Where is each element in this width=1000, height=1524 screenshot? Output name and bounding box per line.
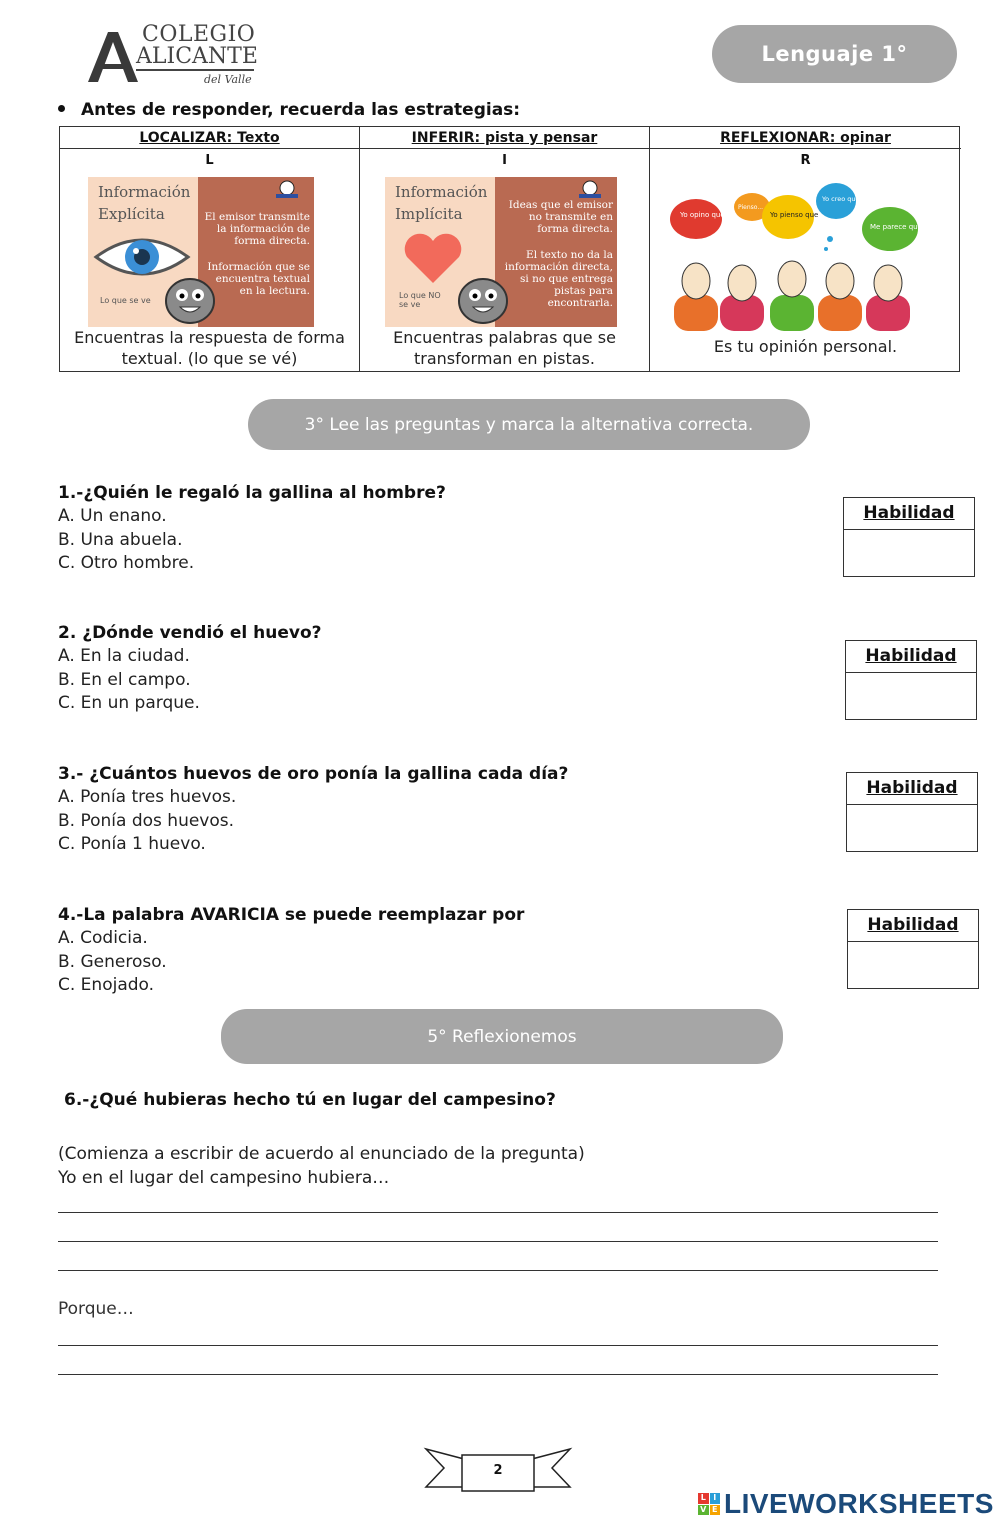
card-text-2: Información que se encuentra textual en la lectura.: [207, 261, 310, 297]
section-3-banner: 3° Lee las preguntas y marca la alternativa correcta.: [248, 399, 810, 450]
strategy-letter: L: [205, 153, 214, 168]
question-2: [58, 622, 818, 716]
implicit-info-card: [385, 177, 617, 327]
question-title: 1.-¿Quién le regaló la gallina al hombre?: [58, 483, 446, 503]
answer-line[interactable]: [58, 1212, 938, 1213]
option-a[interactable]: A. Un enano.: [58, 506, 167, 526]
because-label: Porque…: [58, 1299, 134, 1319]
answer-line[interactable]: [58, 1374, 938, 1375]
school-subtitle: del Valle: [204, 73, 252, 86]
skill-box-q4: [847, 909, 979, 989]
brand-name: LIVEWORKSHEETS: [724, 1488, 994, 1519]
skill-answer-slot[interactable]: [844, 530, 974, 576]
skill-label: Habilidad: [847, 773, 977, 805]
option-b[interactable]: B. Ponía dos huevos.: [58, 810, 235, 831]
strategy-heading: LOCALIZAR: Texto: [60, 127, 359, 149]
option-c[interactable]: C. Otro hombre.: [58, 553, 195, 573]
starter-text: Yo en el lugar del campesino hubiera…: [58, 1167, 390, 1188]
option-b[interactable]: B. Una abuela.: [58, 529, 183, 550]
strategy-heading: REFLEXIONAR: opinar: [650, 127, 961, 149]
card-text-2: El texto no da la información directa, si no que entrega pistas para encontrarla.: [504, 249, 613, 309]
skill-label: Habilidad: [848, 910, 978, 942]
card-text-1: El emisor transmite la información de forma directa.: [204, 211, 310, 247]
question-4: [58, 904, 818, 998]
skill-answer-slot[interactable]: [846, 673, 976, 719]
skill-box-q3: [846, 772, 978, 852]
card-title-line1: Información: [98, 183, 191, 201]
bubble-text: Me parece que...: [870, 223, 929, 231]
strategy-column-inferir: [360, 127, 650, 371]
bubble-text: Yo creo que...: [822, 195, 866, 203]
logo-divider: [136, 69, 254, 71]
strategy-caption: Es tu opinión personal.: [713, 337, 898, 356]
card-title-line2: Implícita: [395, 205, 463, 223]
question-title: 4.-La palabra AVARICIA se puede reemplazar por: [58, 905, 525, 925]
school-logo: [84, 24, 264, 90]
strategy-table: [59, 126, 960, 372]
card-small-note: Lo que NO se ve: [399, 291, 441, 309]
option-c[interactable]: C. Ponía 1 huevo.: [58, 834, 206, 854]
dog-logo-icon: [274, 179, 300, 199]
skill-label: Habilidad: [846, 641, 976, 673]
strategy-letter: R: [800, 153, 811, 168]
intro-line: [58, 100, 520, 120]
bullet-icon: [58, 105, 65, 112]
liveworksheets-brand: [698, 1486, 994, 1522]
question-1: [58, 482, 818, 576]
question-3: [58, 763, 818, 857]
opinion-people-illustration: [670, 177, 929, 331]
strategy-column-localizar: [60, 127, 360, 371]
skill-label: Habilidad: [844, 498, 974, 530]
dog-logo-icon: [577, 179, 603, 199]
strategy-column-reflexionar: [650, 127, 961, 371]
section-5-banner: 5° Reflexionemos: [221, 1009, 783, 1064]
instruction-text: (Comienza a escribir de acuerdo al enunciado de la pregunta): [58, 1144, 585, 1164]
logo-a-icon: [84, 28, 140, 84]
liveworksheets-logo-icon: L I V E: [698, 1493, 720, 1515]
intro-text: Antes de responder, recuerda las estrategias:: [81, 100, 521, 120]
page-number: 2: [493, 1463, 503, 1478]
question-title: 3.- ¿Cuántos huevos de oro ponía la gallina cada día?: [58, 764, 569, 784]
bubble-text: Yo pienso que: [770, 211, 819, 219]
strategy-letter: I: [502, 153, 507, 168]
card-title-line2: Explícita: [98, 205, 165, 223]
bubble-text: Pienso...: [738, 204, 764, 211]
school-name-line1: COLEGIO: [142, 22, 256, 47]
explicit-info-card: [88, 177, 314, 327]
skill-box-q1: [843, 497, 975, 577]
people-group: [674, 261, 910, 331]
card-small-note: Lo que se ve: [100, 296, 151, 305]
answer-line[interactable]: [58, 1270, 938, 1271]
card-text-1: Ideas que el emisor no transmite en forma directa.: [508, 199, 613, 235]
question-title: 2. ¿Dónde vendió el huevo?: [58, 623, 322, 643]
option-a[interactable]: A. Ponía tres huevos.: [58, 787, 237, 807]
skill-box-q2: [845, 640, 977, 720]
option-b[interactable]: B. En el campo.: [58, 669, 191, 690]
strategy-heading: INFERIR: pista y pensar: [360, 127, 649, 149]
option-a[interactable]: A. Codicia.: [58, 928, 148, 948]
option-c[interactable]: C. En un parque.: [58, 693, 200, 713]
option-c[interactable]: C. Enojado.: [58, 975, 155, 995]
question-6-instructions: [58, 1143, 585, 1190]
option-b[interactable]: B. Generoso.: [58, 951, 167, 972]
card-title-line1: Información: [395, 183, 488, 201]
option-a[interactable]: A. En la ciudad.: [58, 646, 190, 666]
bubble-text: Yo opino que...: [680, 211, 732, 219]
skill-answer-slot[interactable]: [847, 805, 977, 851]
subject-badge: Lenguaje 1°: [712, 25, 957, 83]
strategy-caption: Encuentras la respuesta de forma textual. (lo que se vé): [74, 328, 345, 368]
school-name-line2: ALICANTE: [136, 44, 258, 69]
answer-line[interactable]: [58, 1345, 938, 1346]
skill-answer-slot[interactable]: [848, 942, 978, 988]
question-6-title: 6.-¿Qué hubieras hecho tú en lugar del campesino?: [64, 1090, 556, 1110]
answer-line[interactable]: [58, 1241, 938, 1242]
strategy-caption: Encuentras palabras que se transforman en pistas.: [393, 328, 616, 368]
